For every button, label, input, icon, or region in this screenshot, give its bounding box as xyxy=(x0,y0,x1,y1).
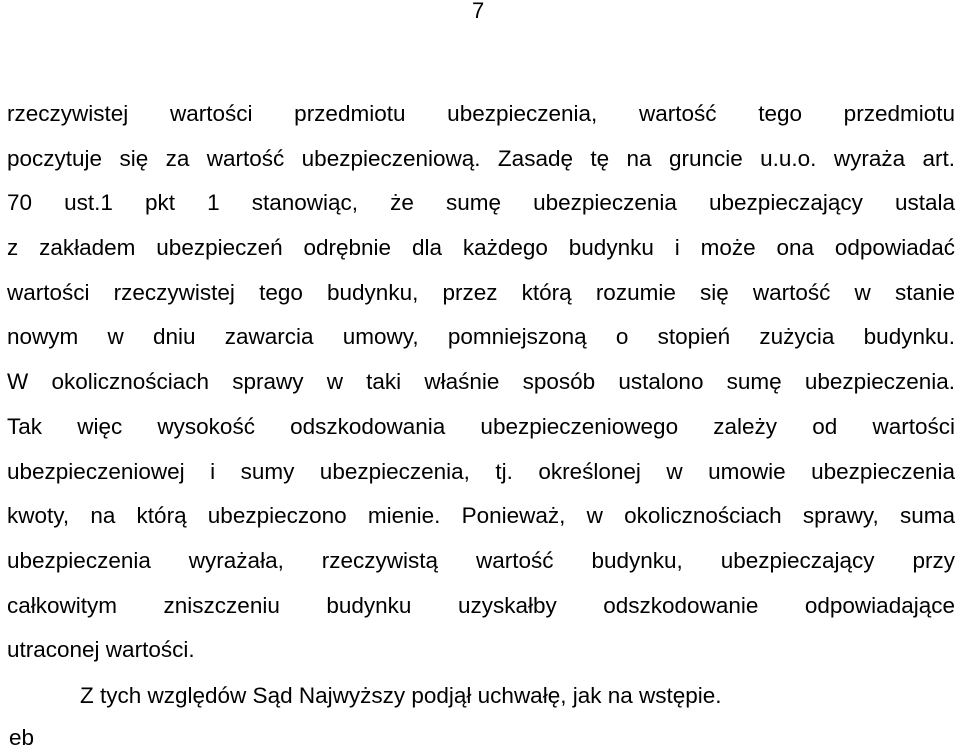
text-line: kwoty, na którą ubezpieczono mienie. Ponieważ, w okolicznościach sprawy, suma xyxy=(7,503,955,529)
body-paragraph xyxy=(7,97,955,678)
footer-initials: eb xyxy=(9,725,35,750)
text-line: ubezpieczeniowej i sumy ubezpieczenia, tj. określonej w umowie ubezpieczenia xyxy=(7,458,955,484)
text-line: poczytuje się za wartość ubezpieczeniową. Zasadę tę na gruncie u.u.o. wyraża art. xyxy=(7,145,955,171)
page-number: 7 xyxy=(472,0,485,23)
text-line-last: utraconej wartości. xyxy=(7,637,195,663)
text-line: całkowitym zniszczeniu budynku uzyskałby odszkodowanie odpowiadające xyxy=(7,592,955,618)
text-line: 70 ust.1 pkt 1 stanowiąc, że sumę ubezpieczenia ubezpieczający ustala xyxy=(7,190,955,216)
text-line: nowym w dniu zawarcia umowy, pomniejszoną o stopień zużycia budynku. xyxy=(7,324,955,350)
text-line: ubezpieczenia wyrażała, rzeczywistą wartość budynku, ubezpieczający przy xyxy=(7,547,955,573)
text-line: wartości rzeczywistej tego budynku, przez którą rozumie się wartość w stanie xyxy=(7,279,955,305)
text-line: W okolicznościach sprawy w taki właśnie sposób ustalono sumę ubezpieczenia. xyxy=(7,369,955,395)
text-line: Tak więc wysokość odszkodowania ubezpieczeniowego zależy od wartości xyxy=(7,413,955,439)
text-line: z zakładem ubezpieczeń odrębnie dla każdego budynku i może ona odpowiadać xyxy=(7,235,955,261)
closing-sentence: Z tych względów Sąd Najwyższy podjął uchwałę, jak na wstępie. xyxy=(80,683,722,708)
text-line: rzeczywistej wartości przedmiotu ubezpieczenia, wartość tego przedmiotu xyxy=(7,101,955,126)
